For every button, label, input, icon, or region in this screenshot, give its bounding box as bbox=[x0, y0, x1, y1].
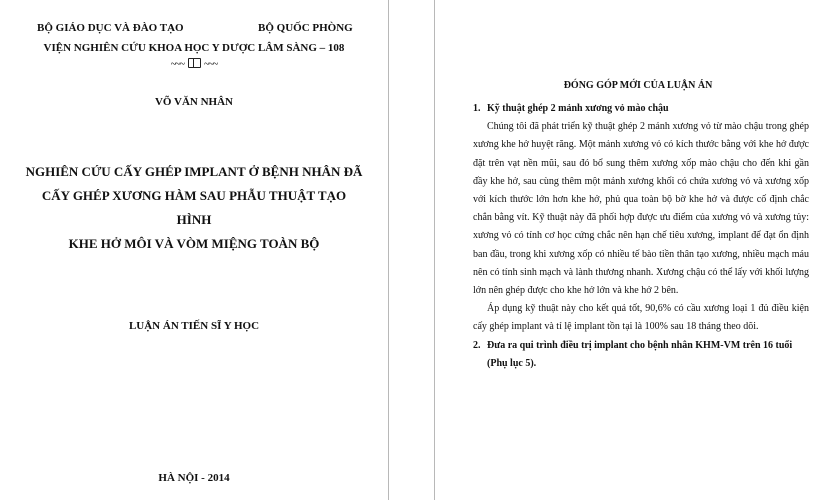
place-year: HÀ NỘI - 2014 bbox=[158, 472, 230, 484]
thesis-title-line: NGHIÊN CỨU CẤY GHÉP IMPLANT Ở BỆNH NHÂN ĐÃ bbox=[25, 164, 363, 179]
section-heading bbox=[473, 337, 809, 373]
page-gap bbox=[389, 0, 433, 500]
paragraph: Chúng tôi đã phát triển kỹ thuật ghép 2 mảnh xương vỏ từ mào chậu trong ghép xương khe hở huyệt răng. Một mảnh xương vỏ có kích thước bằng với khe hở được đặt trên vạt nền mũi, sau đó bổ sung thêm xương xốp mào chậu cho đến khi gần đầy khe hở, sau cùng thêm một mảnh xương khối có chứa xương vỏ và xương xốp với kích thước lớn hơn khe hở, phủ qua toàn bộ bờ khe hở và được cố định chắc chắn bằng vít. Kỹ thuật này đã phối hợp được ưu điểm của xương vỏ và xương tủy: xương vỏ có tính cơ học cứng chắc nên hạn chế tiêu xương, implant để đạt ổn định ban đầu, trong khi xương xốp có nhiều tế bào tiền thân tạo xương, nhiều mạch máu nên có tính sinh mạch và lành thương nhanh. Xương chậu có thể lấy với khối lượng lớn nên ghép được cho khe hở lớn và khe hở 2 bên. bbox=[473, 121, 809, 297]
thesis-title-line: KHE HỞ MÔI VÀ VÒM MIỆNG TOÀN BỘ bbox=[68, 236, 320, 251]
section-number: 1. bbox=[473, 103, 481, 114]
section-number: 2. bbox=[473, 339, 481, 351]
institute-name: VIỆN NGHIÊN CỨU KHOA HỌC Y DƯỢC LÂM SÀNG – 108 bbox=[43, 42, 345, 54]
contributions-page bbox=[434, 0, 840, 500]
ornament-wave-left: ~~~ bbox=[170, 59, 184, 70]
section-title: Đưa ra qui trình điều trị implant cho bệnh nhân KHM-VM trên 16 tuổi (Phụ lục 5). bbox=[487, 339, 793, 369]
book-ornament bbox=[0, 58, 388, 70]
author-name: VÕ VĂN NHÂN bbox=[154, 96, 234, 108]
thesis-cover-page bbox=[0, 0, 389, 500]
section-title: Kỹ thuật ghép 2 mảnh xương vỏ mào chậu bbox=[487, 103, 669, 114]
paragraph: Áp dụng kỹ thuật này cho kết quả tốt, 90,6% có cầu xương loại 1 đủ điều kiện cấy ghép implant và tỉ lệ implant tồn tại là 100% sau 18 tháng theo dõi. bbox=[473, 303, 809, 333]
ministry-defense-label: BỘ QUỐC PHÒNG bbox=[258, 22, 353, 34]
degree-label: LUẬN ÁN TIẾN SĨ Y HỌC bbox=[128, 320, 260, 332]
book-icon bbox=[188, 58, 201, 68]
thesis-title bbox=[24, 160, 364, 256]
ministry-education-label: BỘ GIÁO DỤC VÀ ĐÀO TẠO bbox=[37, 22, 184, 34]
contributions-title: ĐÓNG GÓP MỚI CỦA LUẬN ÁN bbox=[563, 80, 713, 91]
thesis-title-line: CẤY GHÉP XƯƠNG HÀM SAU PHẪU THUẬT TẠO HÌNH bbox=[41, 188, 347, 227]
section-heading bbox=[473, 100, 809, 118]
ornament-wave-right: ~~~ bbox=[204, 59, 218, 70]
contributions-body bbox=[473, 100, 809, 373]
